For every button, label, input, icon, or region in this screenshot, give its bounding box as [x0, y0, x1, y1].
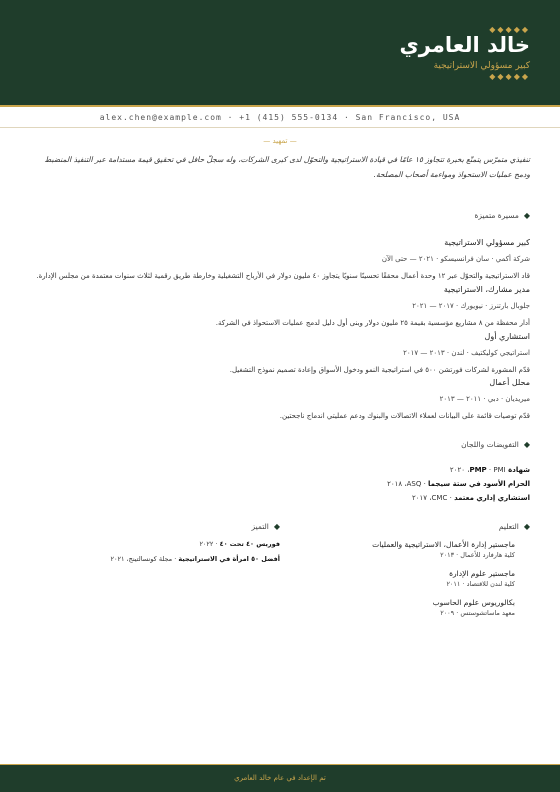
job-entry: [30, 285, 530, 327]
section-heading-experience: ◆مسيرة متميزة: [474, 211, 530, 220]
school: كلية لندن للاقتصاد · ٢٠١١: [446, 580, 515, 588]
person-name: خالد العامري: [399, 33, 530, 57]
education-item: [345, 598, 515, 617]
diamond-bullet-icon: ◆: [523, 440, 530, 449]
section-heading-distinctions: ◆التميز: [251, 522, 280, 531]
preface-label: — تمهيد —: [263, 137, 297, 145]
footer-text: تم الإعداد في عام خالد العامري: [234, 774, 326, 782]
job-description: قدّم توصيات قائمة على البيانات لعملاء الاتصالات والبنوك ودعم عمليتي اندماج ناجحتين.: [279, 412, 530, 420]
header-gold-rule: [0, 105, 560, 107]
distinctions-list: [80, 540, 280, 563]
job-title: مدير مشارك، الاستراتيجية: [443, 285, 530, 294]
job-meta: ميريديان · دبي · ٢٠١١ — ٢٠١٣: [439, 395, 530, 403]
diamond-ornament-bottom: ◆◆◆◆◆: [489, 72, 530, 81]
job-title: استشاري أول: [484, 332, 530, 341]
degree: ماجستير إدارة الأعمال، الاستراتيجية والعمليات: [372, 540, 515, 549]
job-meta: شركة أكمي · سان فرانسيسكو · ٢٠٢١ — حتى الآن: [381, 255, 530, 263]
distinction-item: فوربس ٤٠ تحت ٤٠ · ٢٠٢٢: [199, 540, 280, 548]
section-heading-certifications: ◆التفويضات واللجان: [461, 440, 530, 449]
job-description: قاد الاستراتيجية والتحوّل عبر ١٢ وحدة أعمال محققًا تحسينًا سنويًا يتجاوز ٤٠ مليون دولار في الأرباح التشغيلية وخارطة طريق رقمية لثلاث سنوات معتمدة من مجلس الإدارة.: [36, 272, 530, 280]
diamond-bullet-icon: ◆: [273, 522, 280, 531]
diamond-ornament-top: ◆◆◆◆◆: [489, 25, 530, 34]
job-title: محلل أعمال: [489, 378, 530, 387]
distinction-item: أفضل ٥٠ امرأة في الاستراتيجية · مجلة كونسالتينج، ٢٠٢١: [110, 555, 280, 563]
job-entry: [30, 332, 530, 374]
degree: ماجستير علوم الإدارة: [449, 569, 515, 578]
diamond-bullet-icon: ◆: [523, 522, 530, 531]
job-entry: [30, 238, 530, 280]
degree: بكالوريوس علوم الحاسوب: [432, 598, 515, 607]
education-list: [345, 540, 515, 627]
education-item: [345, 540, 515, 559]
summary-text: تنفيذي متمرّس يتمتّع بخبرة تتجاوز ١٥ عامًا في قيادة الاستراتيجية والتحوّل لدى كبرى الشركات، وله سجلّ حافل في تحقيق قيمة مستدامة عبر التنفيذ المنضبط ودمج عمليات الاستحواذ ومواءمة أصحاب المصلحة.: [44, 155, 530, 179]
certification-item: استشاري إداري معتمد · CMC، ٢٠١٧: [412, 494, 530, 502]
school: معهد ماساتشوستس · ٢٠٠٩: [440, 609, 515, 617]
job-meta: جلوبال بارتنرز · نيويورك · ٢٠١٧ — ٢٠٢١: [412, 302, 530, 310]
job-meta: استراتيجي كوليكتيف · لندن · ٢٠١٣ — ٢٠١٧: [403, 349, 530, 357]
section-heading-education: ◆التعليم: [498, 522, 530, 531]
job-description: أدار محفظة من ٨ مشاريع مؤسسية بقيمة ٢٥ مليون دولار وبنى أول دليل لدمج عمليات الاستحواذ في الشركة.: [215, 319, 530, 327]
contact-line: alex.chen@example.com · +1 (415) 555-0134 · San Francisco, USA: [99, 113, 461, 122]
certification-item: الحزام الأسود في ستة سيجما · ASQ، ٢٠١٨: [387, 480, 530, 488]
school: كلية هارفارد للأعمال · ٢٠١٣: [440, 551, 515, 559]
certification-item: شهادة PMP · PMI، ٢٠٢٠: [449, 466, 530, 474]
job-entry: [30, 378, 530, 420]
education-item: [345, 569, 515, 588]
diamond-bullet-icon: ◆: [523, 211, 530, 220]
job-title: كبير مسؤولي الاستراتيجية: [444, 238, 530, 247]
job-description: قدّم المشورة لشركات فورتشن ٥٠٠ في استراتيجية النمو ودخول الأسواق وإعادة تصميم نموذج التشغيل.: [229, 366, 530, 374]
person-title: كبير مسؤولي الاستراتيجية: [433, 61, 530, 71]
contact-divider: [0, 127, 560, 128]
